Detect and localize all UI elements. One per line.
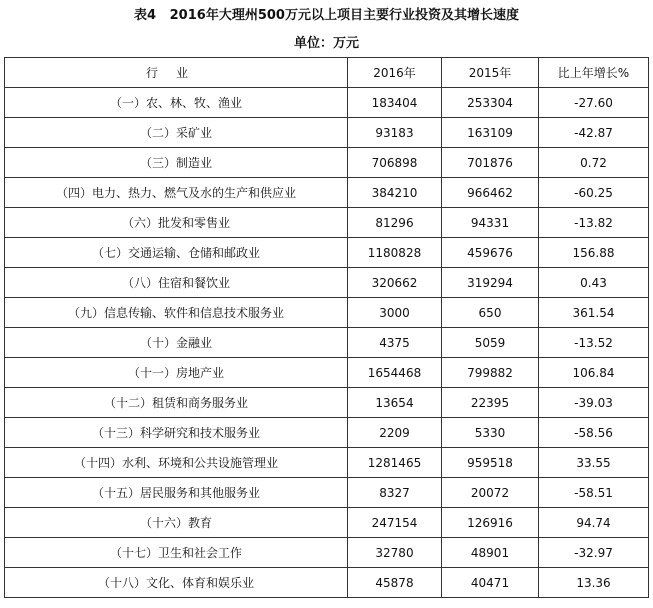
- value-2015-cell: 959518: [442, 448, 539, 478]
- table-row: [5, 148, 649, 178]
- table-row: [5, 238, 649, 268]
- value-2016-cell: 384210: [348, 178, 442, 208]
- table-row: [5, 358, 649, 388]
- value-2016-cell: 81296: [348, 208, 442, 238]
- growth-cell: -13.82: [539, 208, 649, 238]
- value-2016-cell: 45878: [348, 568, 442, 598]
- growth-cell: 156.88: [539, 238, 649, 268]
- value-2016-cell: 3000: [348, 298, 442, 328]
- industry-cell: （二）采矿业: [5, 118, 348, 148]
- industry-cell: （六）批发和零售业: [5, 208, 348, 238]
- value-2015-cell: 20072: [442, 478, 539, 508]
- value-2016-cell: 1654468: [348, 358, 442, 388]
- industry-cell: （十三）科学研究和技术服务业: [5, 418, 348, 448]
- table-row: [5, 88, 649, 118]
- value-2015-cell: 22395: [442, 388, 539, 418]
- industry-cell: （一）农、林、牧、渔业: [5, 88, 348, 118]
- value-2015-cell: 701876: [442, 148, 539, 178]
- table-row: [5, 418, 649, 448]
- value-2016-cell: 247154: [348, 508, 442, 538]
- column-header-2015: 2015年: [442, 58, 539, 88]
- value-2016-cell: 4375: [348, 328, 442, 358]
- value-2015-cell: 966462: [442, 178, 539, 208]
- table-row: [5, 568, 649, 598]
- table-row: [5, 268, 649, 298]
- industry-cell: （七）交通运输、仓储和邮政业: [5, 238, 348, 268]
- value-2016-cell: 2209: [348, 418, 442, 448]
- value-2016-cell: 1281465: [348, 448, 442, 478]
- growth-cell: 94.74: [539, 508, 649, 538]
- industry-cell: （三）制造业: [5, 148, 348, 178]
- value-2016-cell: 93183: [348, 118, 442, 148]
- industry-cell: （十六）教育: [5, 508, 348, 538]
- unit-label: 单位：万元: [293, 36, 359, 51]
- value-2016-cell: 183404: [348, 88, 442, 118]
- growth-cell: -42.87: [539, 118, 649, 148]
- growth-cell: 0.72: [539, 148, 649, 178]
- growth-cell: -27.60: [539, 88, 649, 118]
- table-body: [5, 88, 649, 598]
- growth-cell: -58.56: [539, 418, 649, 448]
- table-row: [5, 388, 649, 418]
- value-2015-cell: 163109: [442, 118, 539, 148]
- growth-cell: -60.25: [539, 178, 649, 208]
- value-2016-cell: 706898: [348, 148, 442, 178]
- industry-cell: （十二）租赁和商务服务业: [5, 388, 348, 418]
- table-row: [5, 118, 649, 148]
- value-2015-cell: 799882: [442, 358, 539, 388]
- growth-cell: 33.55: [539, 448, 649, 478]
- value-2015-cell: 94331: [442, 208, 539, 238]
- value-2015-cell: 319294: [442, 268, 539, 298]
- industry-cell: （十四）水利、环境和公共设施管理业: [5, 448, 348, 478]
- growth-cell: 0.43: [539, 268, 649, 298]
- growth-cell: 361.54: [539, 298, 649, 328]
- table-row: [5, 178, 649, 208]
- header-row: [5, 58, 649, 88]
- column-header-2016: 2016年: [348, 58, 442, 88]
- value-2015-cell: 5059: [442, 328, 539, 358]
- table-title: 表4 2016年大理州500万元以上项目主要行业投资及其增长速度: [134, 8, 519, 23]
- industry-investment-table: [4, 57, 649, 598]
- column-header-growth: 比上年增长%: [539, 58, 649, 88]
- value-2016-cell: 8327: [348, 478, 442, 508]
- table-row: [5, 478, 649, 508]
- value-2015-cell: 253304: [442, 88, 539, 118]
- industry-cell: （十）金融业: [5, 328, 348, 358]
- value-2016-cell: 32780: [348, 538, 442, 568]
- growth-cell: -39.03: [539, 388, 649, 418]
- industry-cell: （九）信息传输、软件和信息技术服务业: [5, 298, 348, 328]
- industry-cell: （十七）卫生和社会工作: [5, 538, 348, 568]
- value-2015-cell: 126916: [442, 508, 539, 538]
- table-row: [5, 538, 649, 568]
- value-2015-cell: 40471: [442, 568, 539, 598]
- growth-cell: -13.52: [539, 328, 649, 358]
- industry-cell: （四）电力、热力、燃气及水的生产和供应业: [5, 178, 348, 208]
- growth-cell: -58.51: [539, 478, 649, 508]
- table-row: [5, 328, 649, 358]
- value-2016-cell: 13654: [348, 388, 442, 418]
- value-2016-cell: 320662: [348, 268, 442, 298]
- industry-cell: （八）住宿和餐饮业: [5, 268, 348, 298]
- table-row: [5, 208, 649, 238]
- industry-cell: （十八）文化、体育和娱乐业: [5, 568, 348, 598]
- industry-cell: （十五）居民服务和其他服务业: [5, 478, 348, 508]
- industry-cell: （十一）房地产业: [5, 358, 348, 388]
- value-2015-cell: 5330: [442, 418, 539, 448]
- value-2015-cell: 459676: [442, 238, 539, 268]
- value-2015-cell: 650: [442, 298, 539, 328]
- value-2016-cell: 1180828: [348, 238, 442, 268]
- growth-cell: -32.97: [539, 538, 649, 568]
- growth-cell: 106.84: [539, 358, 649, 388]
- table-row: [5, 298, 649, 328]
- table-row: [5, 508, 649, 538]
- growth-cell: 13.36: [539, 568, 649, 598]
- value-2015-cell: 48901: [442, 538, 539, 568]
- table-row: [5, 448, 649, 478]
- column-header-industry: 行业: [5, 58, 348, 88]
